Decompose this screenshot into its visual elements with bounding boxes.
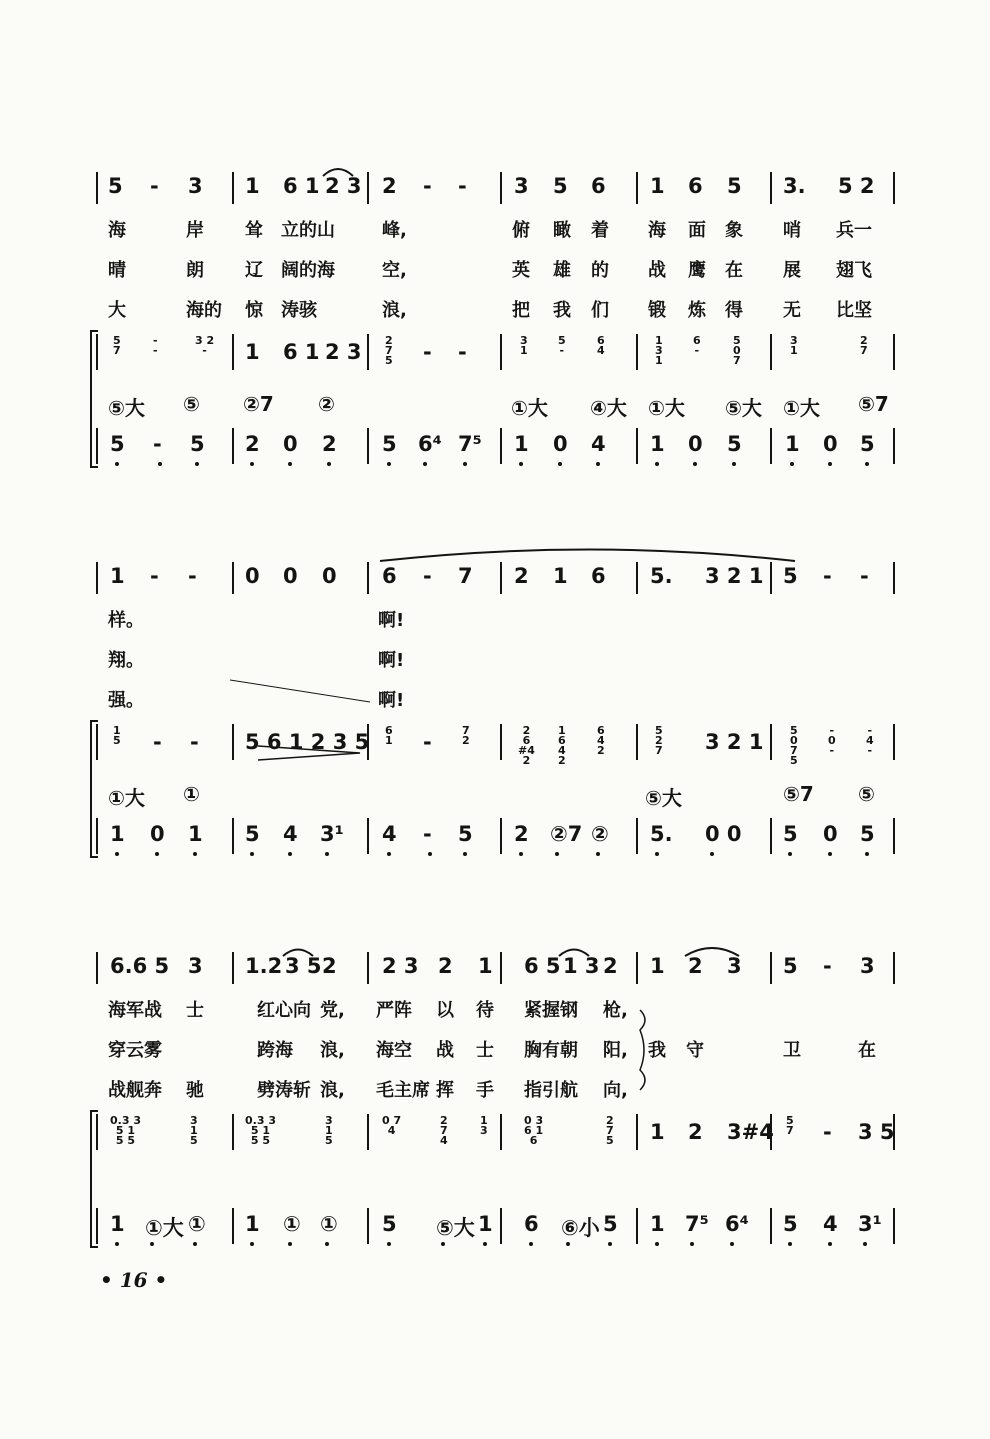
melody-note: 1 [650, 954, 665, 978]
upper-note: 2 7 5 [385, 334, 393, 367]
upper-note: - 0 - [828, 724, 836, 757]
melody-note: - [423, 174, 432, 198]
bass-note: ② [591, 822, 609, 846]
upper-note: 1 6 4 2 [558, 724, 566, 767]
melody-note: 6 [591, 564, 606, 588]
lyric-word: 们 [591, 300, 609, 321]
lyric-word: 翔。 [108, 650, 144, 671]
melody-note: - [458, 174, 467, 198]
lyric-word: 翅飞 [836, 260, 872, 281]
lyric-word: 红心向 [257, 1000, 311, 1021]
lyric-word: 我 [648, 1040, 666, 1061]
lyric-word: 战舰奔 [108, 1080, 162, 1101]
upper-note: 6 4 2 [597, 724, 605, 757]
melody-note: - [860, 564, 869, 588]
slur-mark [380, 550, 795, 562]
bass-note: 1 [110, 1212, 125, 1236]
bass-note: 5 [382, 1212, 397, 1236]
lyric-word: 在 [858, 1040, 876, 1061]
lyric-word: 枪, [603, 1000, 628, 1021]
upper-note: 0.3 3 5 1 5 5 [245, 1114, 276, 1147]
upper-note: - [190, 730, 199, 754]
lyric-word: 严阵 [376, 1000, 412, 1021]
lyric-word: 海空 [376, 1040, 412, 1061]
upper-note: 1 5 [113, 724, 121, 747]
slur-mark [323, 169, 353, 176]
melody-note: 3 [188, 174, 203, 198]
bass-note: 5. [650, 822, 673, 846]
upper-note: 6 4 [597, 334, 605, 357]
melody-note: 3 2 1 [705, 564, 764, 588]
bass-note: 5 [783, 822, 798, 846]
upper-note: 5 2 7 [655, 724, 663, 757]
lyric-word: 战 [436, 1040, 454, 1061]
lyric-word: 把 [512, 300, 530, 321]
verse-brace [640, 1010, 645, 1090]
upper-note: - [423, 340, 432, 364]
bass-note: 2 [514, 822, 529, 846]
page-number: • 16 • [100, 1268, 168, 1292]
melody-note: 2 3 [325, 174, 362, 198]
chord-symbol: ②7 [243, 392, 274, 416]
upper-note: 5 0 7 5 [790, 724, 798, 767]
upper-note: - [458, 340, 467, 364]
upper-note: 5 - [558, 334, 566, 357]
bass-note: ① [188, 1212, 206, 1236]
upper-note: 0 3 6 1 6 [524, 1114, 544, 1147]
melody-note: - [823, 564, 832, 588]
bass-note: 6⁴ [725, 1212, 749, 1236]
lyric-word: 哨 [783, 220, 801, 241]
upper-note: - 4 - [866, 724, 874, 757]
melody-note: 1 [245, 174, 260, 198]
lyric-word: 浪, [382, 300, 407, 321]
lyric-word: 惊 [245, 300, 263, 321]
lyric-word: 朗 [186, 260, 204, 281]
upper-note: 2 7 4 [440, 1114, 448, 1147]
melody-note: 2 [688, 954, 703, 978]
bass-note: 5 [603, 1212, 618, 1236]
lyric-word: 啊! [378, 610, 405, 631]
bass-note: 6⁴ [418, 432, 442, 456]
bass-note: ②7 [550, 822, 583, 846]
melody-note: 1.2 [245, 954, 283, 978]
lyric-word: 海军战 [108, 1000, 162, 1021]
melody-note: 5 [783, 564, 798, 588]
lyric-word: 海的 [186, 300, 222, 321]
lyric-word: 士 [186, 1000, 204, 1021]
bass-note: 3¹ [320, 822, 344, 846]
melody-note: 5 [553, 174, 568, 198]
lyric-word: 晴 [108, 260, 126, 281]
bass-note: 0 [823, 822, 838, 846]
lyric-word: 立的山 [281, 220, 335, 241]
lyric-word: 着 [591, 220, 609, 241]
bass-note: 1 [650, 432, 665, 456]
chord-symbol: ⑤7 [858, 392, 889, 416]
lyric-word: 瞰 [553, 220, 571, 241]
bass-note: ⑥小 [561, 1216, 600, 1240]
bass-note: 1 [785, 432, 800, 456]
melody-note: - [150, 564, 159, 588]
chord-symbol: ⑤大 [645, 786, 682, 810]
lyric-word: 雄 [553, 260, 571, 281]
lyric-word: 手 [476, 1080, 494, 1101]
lyric-word: 穿云雾 [108, 1040, 162, 1061]
upper-note: - - [153, 334, 158, 357]
melody-note: - [423, 564, 432, 588]
lyric-word: 啊! [378, 650, 405, 671]
upper-note: 5 6 1 2 3 5 [245, 730, 370, 754]
bass-note: ① [283, 1212, 301, 1236]
slur-mark [283, 950, 313, 957]
upper-note: 2 [688, 1120, 703, 1144]
chord-symbol: ② [318, 392, 335, 416]
upper-note: 3 1 [790, 334, 798, 357]
melody-note: - [150, 174, 159, 198]
lyric-word: 展 [783, 260, 801, 281]
bass-note: 5 [382, 432, 397, 456]
melody-note: 3 5 [285, 954, 322, 978]
bass-note: 5 [110, 432, 125, 456]
bass-note: ⑤大 [436, 1216, 475, 1240]
melody-note: 6 [688, 174, 703, 198]
lyric-word: 驰 [186, 1080, 204, 1101]
lyric-word: 待 [476, 1000, 494, 1021]
lyric-word: 毛主席 [376, 1080, 430, 1101]
upper-note: 3 2 1 [705, 730, 764, 754]
bass-note: ① [320, 1212, 338, 1236]
extension-line [230, 680, 370, 702]
upper-note: - [153, 730, 162, 754]
upper-note: 2 3 [325, 340, 362, 364]
bass-note: 5 [783, 1212, 798, 1236]
bass-note: 5 [860, 822, 875, 846]
lyric-word: 辽 [245, 260, 263, 281]
melody-note: 3 [188, 954, 203, 978]
bass-note: 4 [591, 432, 606, 456]
bass-note: 5 [190, 432, 205, 456]
lyric-word: 海 [108, 220, 126, 241]
bass-note: 0 [150, 822, 165, 846]
lyric-word: 紧握钢 [524, 1000, 578, 1021]
upper-note: 3 2 - [195, 334, 215, 357]
bass-note: 5 [860, 432, 875, 456]
bass-note: 0 [823, 432, 838, 456]
melody-note: 3 [514, 174, 529, 198]
upper-note: 2 7 5 [606, 1114, 614, 1147]
chord-symbol: ⑤7 [783, 782, 814, 806]
lyric-word: 啊! [378, 690, 405, 711]
lyric-word: 胸有朝 [524, 1040, 578, 1061]
bass-note: ①大 [145, 1216, 184, 1240]
lyric-word: 锻 [648, 300, 666, 321]
lyric-word: 英 [512, 260, 530, 281]
bass-note: 1 [188, 822, 203, 846]
melody-note: 0 [322, 564, 337, 588]
bass-note: 0 0 [705, 822, 742, 846]
bass-note: 2 [322, 432, 337, 456]
melody-note: 1 [110, 564, 125, 588]
crescendo-mark [258, 746, 360, 760]
lyric-word: 峰, [382, 220, 407, 241]
bass-note: 1 [514, 432, 529, 456]
lyric-word: 海 [648, 220, 666, 241]
melody-note: 0 [245, 564, 260, 588]
melody-note: 6 [382, 564, 397, 588]
bass-note: 0 [553, 432, 568, 456]
melody-note: 7 [458, 564, 473, 588]
lyric-word: 挥 [436, 1080, 454, 1101]
lyric-word: 面 [688, 220, 706, 241]
lyric-word: 得 [725, 300, 743, 321]
bass-note: 1 [110, 822, 125, 846]
bass-note: 3¹ [858, 1212, 882, 1236]
lyric-word: 岸 [186, 220, 204, 241]
upper-note: 2 6 #4 2 [518, 724, 535, 767]
melody-note: - [188, 564, 197, 588]
lyric-word: 以 [436, 1000, 454, 1021]
upper-note: - [423, 730, 432, 754]
bass-note: 4 [382, 822, 397, 846]
upper-note: 3#4 [727, 1120, 774, 1144]
melody-note: 6 [591, 174, 606, 198]
lyric-word: 俯 [512, 220, 530, 241]
melody-note: 5 [727, 174, 742, 198]
melody-note: 3 [860, 954, 875, 978]
upper-note: 6 - [693, 334, 701, 357]
upper-note: 0.3 3 5 1 5 5 [110, 1114, 141, 1147]
lyric-word: 浪, [320, 1040, 345, 1061]
bass-note: 1 [478, 1212, 493, 1236]
upper-note: 3 1 5 [325, 1114, 333, 1147]
lyric-word: 炼 [688, 300, 706, 321]
melody-note: 1 [478, 954, 493, 978]
lyric-word: 战 [648, 260, 666, 281]
melody-note: 1 [553, 564, 568, 588]
lyric-word: 卫 [783, 1040, 801, 1061]
chord-symbol: ①大 [783, 396, 820, 420]
melody-note: 2 [514, 564, 529, 588]
bass-note: 0 [283, 432, 298, 456]
melody-note: 6.6 5 [110, 954, 170, 978]
bass-note: 4 [823, 1212, 838, 1236]
upper-note: 0 7 4 [382, 1114, 402, 1137]
upper-note: 1 [245, 340, 260, 364]
upper-note: 1 [650, 1120, 665, 1144]
melody-note: 2 [322, 954, 337, 978]
upper-note: 6 1 [385, 724, 393, 747]
lyric-word: 空, [382, 260, 407, 281]
upper-note: 5 7 [113, 334, 121, 357]
lyric-word: 党, [320, 1000, 345, 1021]
lyric-word: 跨海 [257, 1040, 293, 1061]
lyric-word: 强。 [108, 690, 144, 711]
melody-note: 2 [382, 174, 397, 198]
melody-note: 2 [603, 954, 618, 978]
bass-note: 7⁵ [458, 432, 482, 456]
melody-note: 6 5 [524, 954, 561, 978]
lyric-word: 向, [603, 1080, 628, 1101]
lyric-word: 浪, [320, 1080, 345, 1101]
lyric-word: 大 [108, 300, 126, 321]
lyric-word: 守 [686, 1040, 704, 1061]
lyric-word: 在 [725, 260, 743, 281]
bass-note: 1 [650, 1212, 665, 1236]
upper-note: 7 2 [462, 724, 470, 747]
upper-note: 2 7 [860, 334, 868, 357]
melody-note: - [823, 954, 832, 978]
melody-note: 2 3 [382, 954, 419, 978]
slur-mark [559, 950, 589, 957]
lyric-word: 士 [476, 1040, 494, 1061]
slur-mark [685, 948, 739, 956]
bass-note: 1 [245, 1212, 260, 1236]
upper-note: 5 0 7 [733, 334, 741, 367]
lyric-word: 的 [591, 260, 609, 281]
melody-note: 1 [650, 174, 665, 198]
melody-note: 1 3 [563, 954, 600, 978]
bass-note: - [423, 822, 432, 846]
chord-symbol: ① [183, 782, 200, 806]
chord-symbol: ④大 [590, 396, 627, 420]
melody-note: 6 1 [283, 174, 320, 198]
lyric-word: 象 [725, 220, 743, 241]
bass-note: 4 [283, 822, 298, 846]
chord-symbol: ⑤ [183, 392, 200, 416]
lyric-word: 劈涛斩 [257, 1080, 311, 1101]
bass-note: 5 [458, 822, 473, 846]
chord-symbol: ⑤ [858, 782, 875, 806]
chord-symbol: ①大 [511, 396, 548, 420]
upper-note: 5 7 [786, 1114, 794, 1137]
bass-note: 5 [727, 432, 742, 456]
chord-symbol: ①大 [108, 786, 145, 810]
bass-note: 2 [245, 432, 260, 456]
melody-note: 3. [783, 174, 806, 198]
bass-note: 5 [245, 822, 260, 846]
upper-note: 3 5 [858, 1120, 895, 1144]
upper-note: 1 3 1 [655, 334, 663, 367]
lyric-word: 兵一 [836, 220, 872, 241]
lyric-word: 阔的海 [281, 260, 335, 281]
lyric-word: 鹰 [688, 260, 706, 281]
lyric-word: 样。 [108, 610, 144, 631]
chord-symbol: ①大 [648, 396, 685, 420]
lyric-word: 无 [783, 300, 801, 321]
upper-note: 1 3 [480, 1114, 488, 1137]
chord-symbol: ⑤大 [725, 396, 762, 420]
lyric-word: 涛骇 [281, 300, 317, 321]
melody-note: 3 [727, 954, 742, 978]
lyric-word: 比坚 [836, 300, 872, 321]
chord-symbol: ⑤大 [108, 396, 145, 420]
melody-note: 2 [438, 954, 453, 978]
upper-note: 6 1 [283, 340, 320, 364]
bass-note: 6 [524, 1212, 539, 1236]
bass-note: 7⁵ [685, 1212, 709, 1236]
bass-note: 0 [688, 432, 703, 456]
bass-note: - [153, 432, 162, 456]
upper-note: 3 1 [520, 334, 528, 357]
upper-note: - [823, 1120, 832, 1144]
melody-note: 5 2 [838, 174, 875, 198]
lyric-word: 耸 [245, 220, 263, 241]
upper-note: 3 1 5 [190, 1114, 198, 1147]
melody-note: 5 [108, 174, 123, 198]
melody-note: 5. [650, 564, 673, 588]
melody-note: 5 [783, 954, 798, 978]
melody-note: 0 [283, 564, 298, 588]
lyric-word: 我 [553, 300, 571, 321]
lyric-word: 阳, [603, 1040, 628, 1061]
lyric-word: 指引航 [524, 1080, 578, 1101]
